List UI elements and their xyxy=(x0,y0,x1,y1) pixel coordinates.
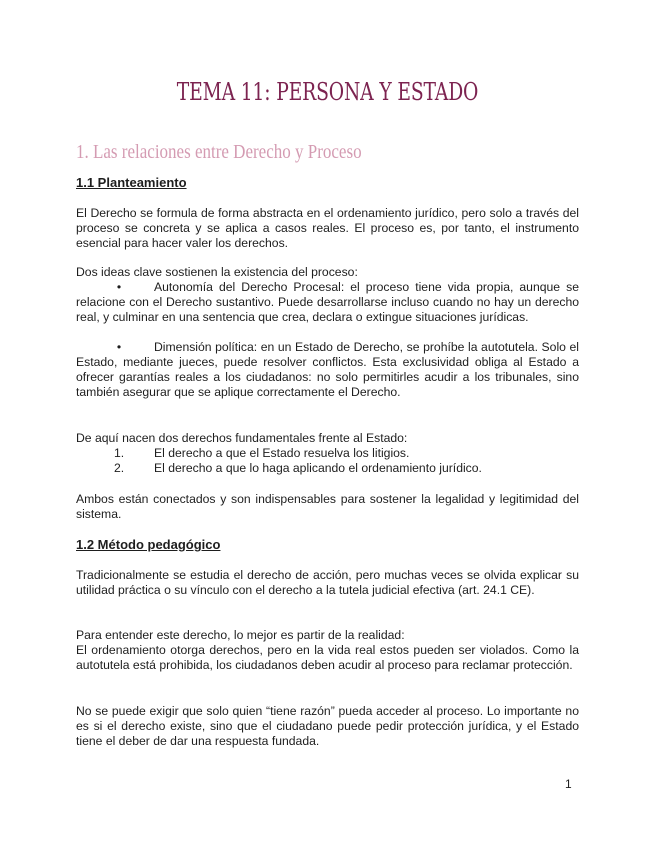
bullet-item xyxy=(76,340,579,400)
paragraph: Tradicionalmente se estudia el derecho de acción, pero muchas veces se olvida explicar su utilidad práctica o su vínculo con el derecho a la tutela judicial efectiva (art. 24.1 CE). xyxy=(76,568,579,597)
paragraph: No se puede exigir que solo quien “tiene razón” pueda acceder al proceso. Lo importante no es si el derecho existe, sino que el ciudadano puede pedir protección jurídica, y el Estado tiene el deber de dar una respuesta fundada. xyxy=(76,704,579,748)
list-text: El derecho a que lo haga aplicando el ordenamiento jurídico. xyxy=(154,461,482,475)
paragraph: De aquí nacen dos derechos fundamentales frente al Estado: xyxy=(76,431,408,445)
list-text: El derecho a que el Estado resuelva los litigios. xyxy=(154,446,410,460)
page-number: 1 xyxy=(565,777,572,791)
bullet-item xyxy=(76,280,579,325)
section-heading: 1. Las relaciones entre Derecho y Proceso xyxy=(76,141,362,163)
subsection-heading-planteamiento: 1.1 Planteamiento xyxy=(76,175,187,190)
list-number: 2. xyxy=(114,461,125,475)
paragraph: Para entender este derecho, lo mejor es partir de la realidad: xyxy=(76,628,405,642)
paragraph: El Derecho se formula de forma abstracta en el ordenamiento jurídico, pero solo a través del proceso se concreta y se aplica a casos reales. El proceso es, por tanto, el instrumento esencial para hacer valer los derechos. xyxy=(76,206,579,250)
bullet-text: Autonomía del Derecho Procesal: el proceso tiene vida propia, aunque se relacione con el Derecho sustantivo. Puede desarrollarse incluso cuando no hay un derecho real, y culminar en una sentencia que crea, declara o extingue situaciones jurídicas. xyxy=(76,280,579,324)
paragraph: Ambos están conectados y son indispensables para sostener la legalidad y legitimidad del sistema. xyxy=(76,492,579,521)
subsection-heading-metodo: 1.2 Método pedagógico xyxy=(76,537,221,552)
bullet-marker: • xyxy=(116,340,122,354)
list-number: 1. xyxy=(114,446,125,460)
paragraph: El ordenamiento otorga derechos, pero en la vida real estos pueden ser violados. Como la autotutela está prohibida, los ciudadanos deben acudir al proceso para reclamar protección. xyxy=(76,643,579,672)
paragraph: Dos ideas clave sostienen la existencia del proceso: xyxy=(76,265,358,279)
bullet-text: Dimensión política: en un Estado de Derecho, se prohíbe la autotutela. Solo el Estado, mediante jueces, puede resolver conflictos. Esta exclusividad obliga al Estado a ofrecer garantías reales a los ciudadanos: no solo permitirles acudir a los tribunales, sino también asegurar que se aplique correctamente el Derecho. xyxy=(76,340,579,399)
bullet-marker: • xyxy=(116,280,122,294)
document-title: TEMA 11: PERSONA Y ESTADO xyxy=(176,78,479,106)
